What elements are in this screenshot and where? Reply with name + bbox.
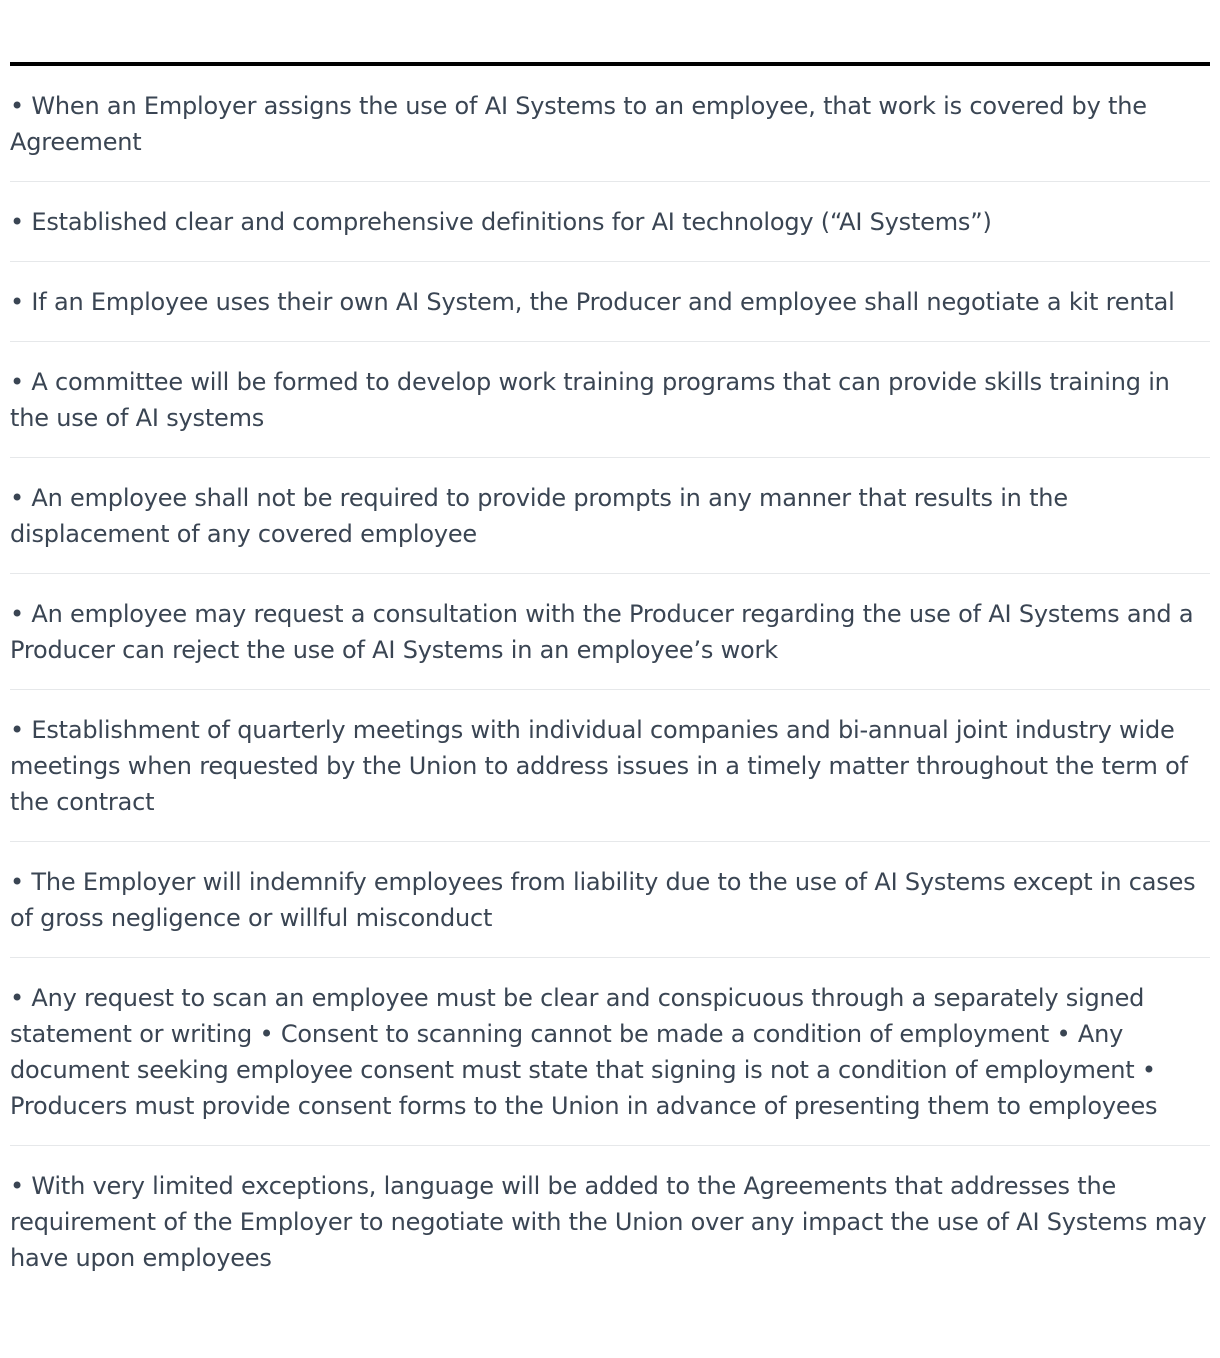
list-item-text: • Established clear and comprehensive definitions for AI technology (“AI Systems”) [10,208,992,236]
list-item [10,66,1210,182]
list-item [10,690,1210,842]
list-item-text: • With very limited exceptions, language will be added to the Agreements that addresses the requirement of the Employer to negotiate with the Union over any impact the use of AI Systems may have upon employees [10,1172,1207,1272]
list-item [10,458,1210,574]
list-item [10,1146,1210,1297]
list-item-text: • An employee shall not be required to provide prompts in any manner that results in the displacement of any covered employee [10,484,1068,548]
provisions-table [10,62,1210,1297]
list-item [10,182,1210,262]
provisions-list [10,66,1210,1297]
list-item [10,958,1210,1146]
list-item-text: • An employee may request a consultation with the Producer regarding the use of AI Systems and a Producer can reject the use of AI Systems in an employee’s work [10,600,1194,664]
list-item-text: • Any request to scan an employee must be clear and conspicuous through a separately signed statement or writing • Consent to scanning cannot be made a condition of employment • Any document seeking employee consent must state that signing is not a condition of employment • Producers must provide consent forms to the Union in advance of presenting them to employees [10,984,1158,1120]
list-item-text: • If an Employee uses their own AI System, the Producer and employee shall negotiate a kit rental [10,288,1175,316]
list-item-text: • Establishment of quarterly meetings with individual companies and bi-annual joint industry wide meetings when requested by the Union to address issues in a timely matter throughout the term of the contract [10,716,1188,816]
list-item [10,342,1210,458]
list-item-text: • When an Employer assigns the use of AI Systems to an employee, that work is covered by the Agreement [10,92,1147,156]
list-item [10,842,1210,958]
list-item [10,574,1210,690]
list-item [10,262,1210,342]
list-item-text: • The Employer will indemnify employees from liability due to the use of AI Systems except in cases of gross negligence or willful misconduct [10,868,1196,932]
list-item-text: • A committee will be formed to develop work training programs that can provide skills training in the use of AI systems [10,368,1170,432]
